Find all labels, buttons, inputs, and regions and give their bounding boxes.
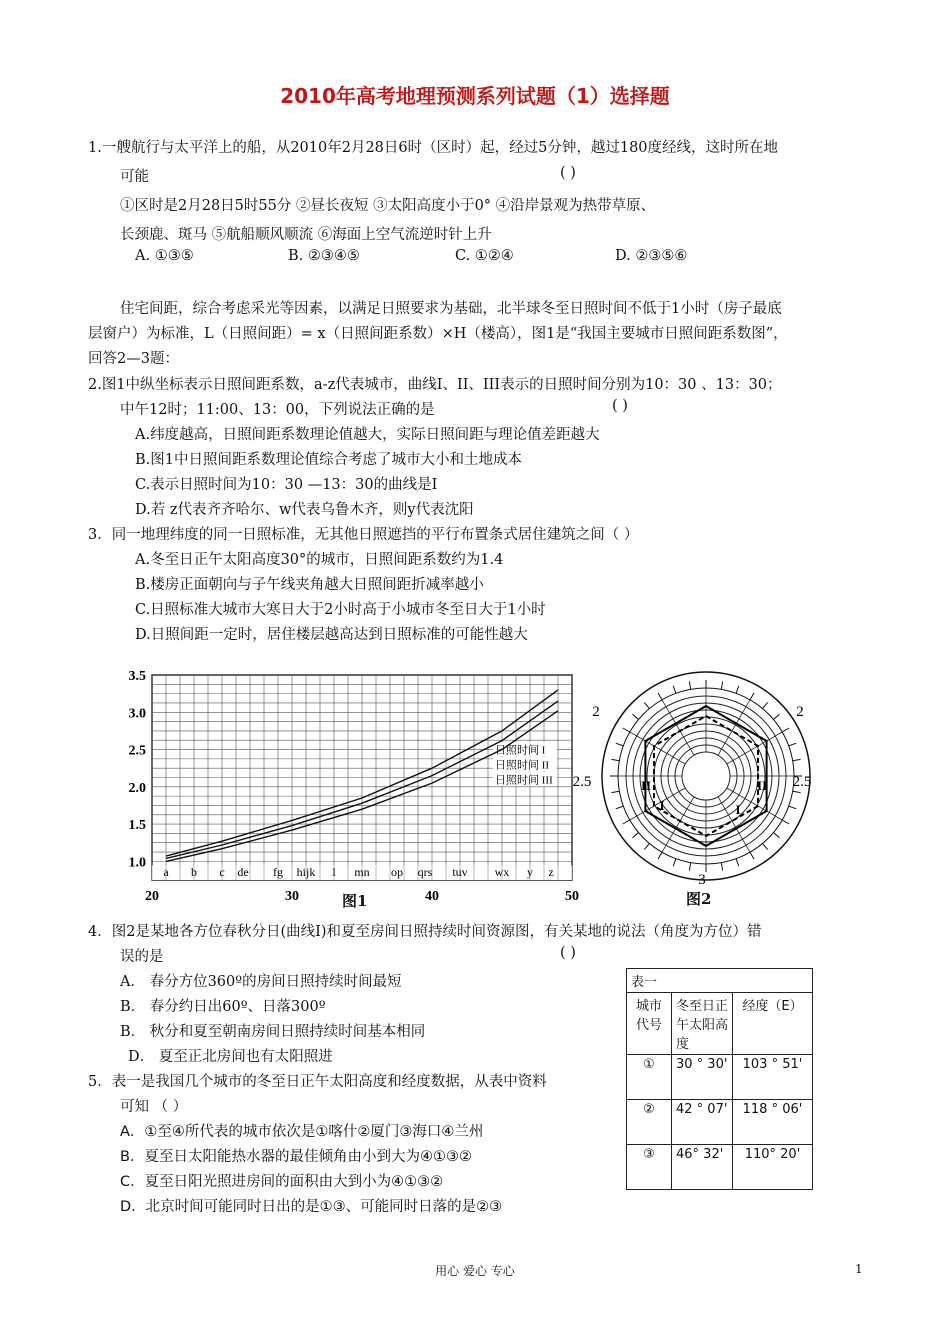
city-letter: c bbox=[219, 865, 225, 879]
q4-option-b: B． 春分约日出60º、日落300º bbox=[120, 999, 326, 1015]
city-letter: wx bbox=[494, 865, 510, 879]
q1-choice-d: D. ②③⑤⑥ bbox=[615, 248, 688, 264]
degree-tick bbox=[689, 681, 690, 689]
degree-tick bbox=[658, 693, 662, 700]
degree-tick bbox=[789, 743, 797, 746]
x-tick-label: 20 bbox=[145, 889, 159, 904]
q3-option-a: A.冬至日正午太阳高度30°的城市，日照间距系数约为1.4 bbox=[135, 552, 504, 568]
degree-tick bbox=[736, 859, 739, 867]
x-tick-label: 30 bbox=[285, 889, 299, 904]
curve-label: II bbox=[756, 778, 768, 793]
table1-cell: 103 ° 51' bbox=[733, 1055, 813, 1100]
y-tick-label: 3.0 bbox=[128, 706, 146, 722]
q4-option-c: B． 秋分和夏至朝南房间日照持续时间基本相同 bbox=[120, 1024, 426, 1040]
table-row bbox=[627, 1145, 813, 1190]
table1-cell: 46° 32' bbox=[672, 1145, 733, 1190]
q3-option-b: B.楼房正面朝向与子午线夹角越大日照间距折减率越小 bbox=[135, 577, 484, 593]
degree-tick bbox=[763, 843, 768, 849]
degree-tick bbox=[689, 863, 690, 871]
table1-cell: 42 ° 07' bbox=[672, 1100, 733, 1145]
q4-stem-line1: 4．图2是某地各方位春秋分日(曲线I)和夏至房间日照持续时间资源图，有关某地的说法（角度为方位）错 bbox=[88, 924, 762, 940]
q1-choice-b: B. ②③④⑤ bbox=[288, 248, 360, 264]
city-letter: fg bbox=[273, 865, 283, 879]
degree-tick bbox=[793, 791, 801, 792]
q2-option-b: B.图1中日照间距系数理论值综合考虑了城市大小和土地成本 bbox=[135, 452, 522, 468]
q5-option-c: C．夏至日阳光照进房间的面积由大到小为④①③② bbox=[120, 1174, 444, 1190]
intro-line2: 层窗户）为标准，L（日照间距）= x（日照间距系数）×H（楼高），图1是“我国主要城市日照间距系数图”， bbox=[88, 326, 788, 342]
degree-tick bbox=[750, 693, 754, 700]
q1-options-line1: ①区时是2月28日5时55分 ②昼长夜短 ③太阳高度小于0° ④沿岸景观为热带草原、 bbox=[120, 198, 656, 214]
table1-cell: ① bbox=[627, 1055, 672, 1100]
q3-stem: 3．同一地理纬度的同一日照标准，无其他日照遮挡的平行布置条式居住建筑之间（ ） bbox=[88, 527, 639, 543]
city-letter: a bbox=[163, 865, 169, 879]
degree-tick bbox=[763, 702, 768, 708]
q2-option-c: C.表示日照时间为10：30 —13：30的曲线是I bbox=[135, 477, 438, 493]
degree-tick bbox=[721, 681, 722, 689]
degree-tick bbox=[611, 759, 619, 760]
q5-option-d: D．北京时间可能同时日出的是①③、可能同时日落的是②③ bbox=[120, 1199, 503, 1215]
degree-tick bbox=[632, 833, 638, 838]
side-scale-label: 2 bbox=[796, 704, 804, 720]
degree-tick bbox=[793, 759, 801, 760]
city-letter: qrs bbox=[417, 865, 433, 879]
q2-option-a: A.纬度越高，日照间距系数理论值越大，实际日照间距与理论值差距越大 bbox=[135, 427, 600, 443]
table1 bbox=[626, 968, 813, 1190]
q3-option-d: D.日照间距一定时，居住楼层越高达到日照标准的可能性越大 bbox=[135, 627, 528, 643]
city-letter: y bbox=[527, 865, 533, 879]
q2-stem-line1: 2.图1中纵坐标表示日照间距系数，a-z代表城市，曲线I、II、III表示的日照时间分别为10：30 、13：30； bbox=[88, 377, 782, 393]
q1-options-line2: 长颈鹿、斑马 ⑤航船顺风顺流 ⑥海面上空气流逆时针上升 bbox=[120, 227, 492, 243]
intro-line3: 回答2—3题： bbox=[88, 351, 179, 367]
page-footer: 用心 爱心 专心 bbox=[435, 1264, 515, 1278]
curve-label: I bbox=[735, 802, 741, 817]
figure2-sunshine-diagram bbox=[572, 658, 830, 898]
side-scale-label: 2.5 bbox=[792, 774, 812, 790]
curve-label: II bbox=[640, 778, 652, 793]
degree-tick bbox=[789, 806, 797, 809]
q1-stem-line1: 1.一艘航行与太平洋上的船，从2010年2月28日6时（区时）起，经过5分钟，越过180度经线，这时所在地 bbox=[88, 140, 779, 156]
degree-tick bbox=[673, 686, 676, 694]
degree-tick bbox=[673, 859, 676, 867]
table1-header-longitude: 经度（E） bbox=[733, 993, 813, 1055]
hour-circle bbox=[675, 745, 737, 807]
side-scale-label: 2.5 bbox=[572, 774, 592, 790]
legend-entry: 日照时间 III bbox=[495, 774, 553, 787]
hour-circle bbox=[682, 752, 730, 800]
table1-cell: ② bbox=[627, 1100, 672, 1145]
table1-cell: ③ bbox=[627, 1145, 672, 1190]
q1-stem-line2: 可能 bbox=[120, 169, 149, 185]
degree-tick bbox=[721, 863, 722, 871]
q5-option-a: A．①至④所代表的城市依次是①喀什②厦门③海口④兰州 bbox=[120, 1124, 484, 1140]
q5-stem-line1: 5．表一是我国几个城市的冬至日正午太阳高度和经度数据，从表中资料 bbox=[88, 1074, 547, 1090]
q4-option-a: A． 春分方位360º的房间日照持续时间最短 bbox=[120, 974, 402, 990]
city-letter: b bbox=[191, 865, 197, 879]
legend-entry: 日照时间 II bbox=[495, 759, 550, 772]
q1-choice-a: A. ①③⑤ bbox=[135, 248, 194, 264]
q2-option-d: D.若 z代表齐齐哈尔、w代表乌鲁木齐，则y代表沈阳 bbox=[135, 502, 474, 518]
y-tick-label: 2.0 bbox=[128, 780, 146, 796]
intro-line1: 住宅间距，综合考虑采光等因素，以满足日照要求为基础，北半球冬至日照时间不低于1小时（房子最底 bbox=[120, 301, 782, 317]
q5-option-b: B．夏至日太阳能热水器的最佳倾角由小到大为④①③② bbox=[120, 1149, 472, 1165]
city-letter: de bbox=[237, 865, 249, 879]
q5-stem-line2: 可知 （ ） bbox=[120, 1099, 188, 1115]
degree-tick bbox=[773, 833, 779, 838]
y-tick-label: 3.5 bbox=[128, 669, 146, 684]
degree-tick bbox=[644, 702, 649, 708]
city-letter: l bbox=[332, 865, 336, 879]
q2-bracket: ( ) bbox=[612, 398, 628, 414]
q3-option-c: C.日照标准大城市大寒日大于2小时高于小城市冬至日大于1小时 bbox=[135, 602, 546, 618]
side-scale-label: 2 bbox=[592, 704, 600, 720]
table1-cell: 30 ° 30' bbox=[672, 1055, 733, 1100]
side-scale-label: 3 bbox=[698, 872, 706, 888]
city-letter: hijk bbox=[296, 865, 316, 879]
degree-tick bbox=[616, 743, 624, 746]
q4-stem-line2: 误的是 bbox=[120, 949, 164, 965]
table1-caption: 表一 bbox=[627, 969, 813, 993]
degree-tick bbox=[782, 820, 789, 824]
degree-tick bbox=[644, 843, 649, 849]
table1-cell: 118 ° 06' bbox=[733, 1100, 813, 1145]
y-tick-label: 1.0 bbox=[128, 855, 146, 871]
degree-tick bbox=[623, 820, 630, 824]
q4-bracket: ( ) bbox=[560, 945, 576, 961]
q1-choice-c: C. ①②④ bbox=[455, 248, 514, 264]
city-letter: tuv bbox=[452, 865, 468, 879]
degree-tick bbox=[782, 728, 789, 732]
q4-option-d: D． 夏至正北房间也有太阳照进 bbox=[128, 1049, 333, 1065]
table-row bbox=[627, 1055, 813, 1100]
q2-stem-line2: 中午12时；11:00、13：00，下列说法正确的是 bbox=[120, 402, 435, 418]
y-tick-label: 2.5 bbox=[128, 743, 146, 759]
y-tick-label: 1.5 bbox=[128, 818, 146, 834]
x-tick-label: 50 bbox=[565, 889, 579, 904]
degree-tick bbox=[658, 852, 662, 859]
degree-tick bbox=[736, 686, 739, 694]
degree-tick bbox=[616, 806, 624, 809]
page-title: 2010年高考地理预测系列试题（1）选择题 bbox=[280, 84, 670, 108]
table1-header-city: 城市代号 bbox=[627, 993, 672, 1055]
q1-bracket: ( ) bbox=[560, 165, 576, 181]
degree-tick bbox=[623, 728, 630, 732]
table-row bbox=[627, 1100, 813, 1145]
page-number: 1 bbox=[855, 1262, 863, 1276]
degree-tick bbox=[750, 852, 754, 859]
figure1-label: 图1 bbox=[342, 892, 368, 910]
figure2-label: 图2 bbox=[686, 890, 712, 908]
city-letter: mn bbox=[354, 865, 370, 879]
legend-entry: 日照时间 I bbox=[495, 744, 546, 757]
figure1-chart bbox=[110, 660, 580, 905]
city-letter: z bbox=[548, 865, 554, 879]
table1-cell: 110° 20' bbox=[733, 1145, 813, 1190]
city-letter: op bbox=[391, 865, 403, 879]
degree-tick bbox=[611, 791, 619, 792]
degree-tick bbox=[632, 714, 638, 719]
degree-tick bbox=[773, 714, 779, 719]
table1-header-altitude: 冬至日正午太阳高度 bbox=[672, 993, 733, 1055]
curve-label: I bbox=[659, 798, 665, 813]
x-tick-label: 40 bbox=[425, 889, 439, 904]
